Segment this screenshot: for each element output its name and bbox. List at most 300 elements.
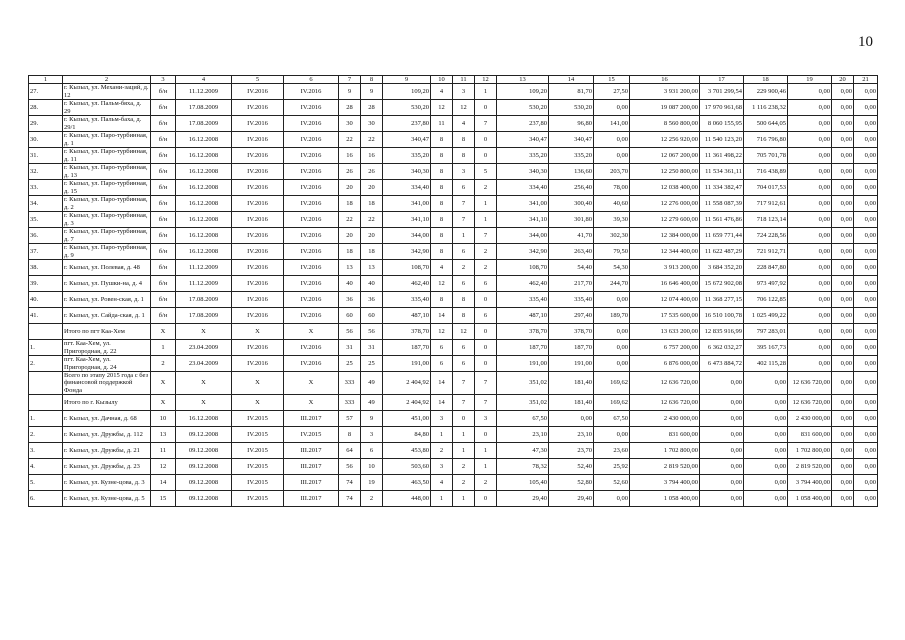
column-number-4: 4: [176, 76, 232, 84]
table-cell-col-1: 36.: [29, 228, 63, 244]
table-cell-col-21: 0,00: [854, 356, 878, 372]
table-cell-col-4: 16.12.2008: [176, 196, 232, 212]
table-cell-col-9: 451,00: [383, 411, 431, 427]
table-cell-col-16: 12 250 800,00: [630, 164, 700, 180]
table-cell-col-14: 340,47: [549, 132, 594, 148]
table-cell-col-12: 5: [475, 164, 497, 180]
table-cell-col-2: Всего по этапу 2015 года с без финансовой поддержкой Фонда: [63, 372, 151, 395]
table-cell-col-14: 181,40: [549, 372, 594, 395]
table-cell-col-14: 0,00: [549, 411, 594, 427]
table-row: [29, 475, 878, 491]
table-cell-col-10: 1: [431, 427, 453, 443]
table-cell-col-21: 0,00: [854, 324, 878, 340]
column-number-3: 3: [151, 76, 176, 84]
table-cell-col-13: 29,40: [497, 491, 549, 507]
table-cell-col-18: 797 283,01: [744, 324, 788, 340]
table-cell-col-9: 462,40: [383, 276, 431, 292]
table-cell-col-1: 3.: [29, 443, 63, 459]
column-number-19: 19: [788, 76, 832, 84]
table-row: [29, 395, 878, 411]
table-cell-col-7: 20: [339, 228, 361, 244]
table-cell-col-16: 12 038 400,00: [630, 180, 700, 196]
table-cell-col-3: б/н: [151, 292, 176, 308]
table-cell-col-18: 973 497,92: [744, 276, 788, 292]
table-cell-col-9: 2 404,92: [383, 372, 431, 395]
table-cell-col-19: 0,00: [788, 196, 832, 212]
table-cell-col-8: 9: [361, 411, 383, 427]
table-cell-col-7: 16: [339, 148, 361, 164]
table-cell-col-13: 341,10: [497, 212, 549, 228]
table-cell-col-9: 341,10: [383, 212, 431, 228]
table-cell-col-14: 54,40: [549, 260, 594, 276]
table-cell-col-7: 64: [339, 443, 361, 459]
table-cell-col-11: 2: [453, 260, 475, 276]
table-cell-col-17: 3 701 299,54: [700, 84, 744, 100]
table-cell-col-4: 17.08.2009: [176, 100, 232, 116]
table-cell-col-18: 716 438,89: [744, 164, 788, 180]
table-cell-col-12: 2: [475, 244, 497, 260]
table-cell-col-21: 0,00: [854, 395, 878, 411]
table-cell-col-8: 19: [361, 475, 383, 491]
table-cell-col-1: 39.: [29, 276, 63, 292]
table-cell-col-2: г. Кызыл, ул. Паро-турбинная, д. 2: [63, 196, 151, 212]
table-cell-col-4: 11.12.2009: [176, 276, 232, 292]
table-cell-col-8: 3: [361, 427, 383, 443]
table-cell-col-8: 26: [361, 164, 383, 180]
table-cell-col-9: 341,00: [383, 196, 431, 212]
table-cell-col-12: 3: [475, 411, 497, 427]
table-cell-col-8: 18: [361, 196, 383, 212]
table-cell-col-11: 6: [453, 244, 475, 260]
table-cell-col-3: б/н: [151, 148, 176, 164]
table-cell-col-1: 31.: [29, 148, 63, 164]
table-cell-col-8: 22: [361, 132, 383, 148]
table-cell-col-9: 109,20: [383, 84, 431, 100]
table-cell-col-2: г. Кызыл, ул. Паро-турбинная, д. 11: [63, 148, 151, 164]
table-cell-col-13: 340,30: [497, 164, 549, 180]
table-cell-col-1: [29, 372, 63, 395]
table-cell-col-8: 31: [361, 340, 383, 356]
table-cell-col-13: 187,70: [497, 340, 549, 356]
table-cell-col-18: 724 228,56: [744, 228, 788, 244]
table-cell-col-19: 0,00: [788, 356, 832, 372]
table-cell-col-5: X: [232, 395, 284, 411]
column-number-8: 8: [361, 76, 383, 84]
table-cell-col-2: пгт. Каа-Хем, ул. Пригородная, д. 24: [63, 356, 151, 372]
table-cell-col-15: 0,00: [594, 427, 630, 443]
table-cell-col-7: 26: [339, 164, 361, 180]
table-cell-col-15: 25,92: [594, 459, 630, 475]
table-cell-col-21: 0,00: [854, 427, 878, 443]
table-cell-col-5: IV.2016: [232, 164, 284, 180]
column-number-1: 1: [29, 76, 63, 84]
table-cell-col-14: 263,40: [549, 244, 594, 260]
table-cell-col-14: 23,10: [549, 427, 594, 443]
table-cell-col-14: 187,70: [549, 340, 594, 356]
table-cell-col-20: 0,00: [832, 148, 854, 164]
table-row: [29, 164, 878, 180]
table-cell-col-21: 0,00: [854, 228, 878, 244]
table-cell-col-6: III.2017: [284, 443, 339, 459]
table-cell-col-14: 191,00: [549, 356, 594, 372]
table-cell-col-1: 2.: [29, 427, 63, 443]
table-cell-col-16: 6 876 000,00: [630, 356, 700, 372]
table-cell-col-14: 301,80: [549, 212, 594, 228]
table-cell-col-1: 41.: [29, 308, 63, 324]
table-cell-col-12: 2: [475, 475, 497, 491]
table-cell-col-15: 169,62: [594, 395, 630, 411]
table-cell-col-9: 335,20: [383, 148, 431, 164]
table-cell-col-2: г. Кызыл, ул. Полевая, д. 48: [63, 260, 151, 276]
table-cell-col-6: IV.2016: [284, 164, 339, 180]
table-cell-col-1: 40.: [29, 292, 63, 308]
table-cell-col-15: 169,62: [594, 372, 630, 395]
table-cell-col-11: 8: [453, 132, 475, 148]
table-row: [29, 340, 878, 356]
table-cell-col-15: 0,00: [594, 292, 630, 308]
table-cell-col-9: 237,80: [383, 116, 431, 132]
table-cell-col-18: 704 017,53: [744, 180, 788, 196]
table-cell-col-5: IV.2015: [232, 475, 284, 491]
table-cell-col-3: X: [151, 324, 176, 340]
table-cell-col-12: 0: [475, 340, 497, 356]
table-cell-col-17: 0,00: [700, 372, 744, 395]
table-cell-col-3: б/н: [151, 276, 176, 292]
table-cell-col-16: 13 633 200,00: [630, 324, 700, 340]
table-cell-col-5: IV.2016: [232, 212, 284, 228]
table-cell-col-4: X: [176, 324, 232, 340]
table-cell-col-13: 462,40: [497, 276, 549, 292]
table-cell-col-7: 333: [339, 395, 361, 411]
table-row: [29, 244, 878, 260]
table-cell-col-1: [29, 395, 63, 411]
table-cell-col-6: IV.2016: [284, 356, 339, 372]
table-cell-col-2: пгт. Каа-Хем, ул. Пригородная, д. 22: [63, 340, 151, 356]
table-cell-col-7: 60: [339, 308, 361, 324]
table-cell-col-5: IV.2016: [232, 196, 284, 212]
table-cell-col-11: 7: [453, 372, 475, 395]
table-cell-col-6: IV.2016: [284, 132, 339, 148]
table-cell-col-16: 3 931 200,00: [630, 84, 700, 100]
table-cell-col-10: 1: [431, 491, 453, 507]
table-cell-col-16: 831 600,00: [630, 427, 700, 443]
table-cell-col-5: IV.2016: [232, 132, 284, 148]
table-cell-col-14: 52,40: [549, 459, 594, 475]
table-cell-col-16: 3 913 200,00: [630, 260, 700, 276]
table-cell-col-4: 23.04.2009: [176, 340, 232, 356]
table-cell-col-10: 4: [431, 260, 453, 276]
table-cell-col-6: IV.2016: [284, 228, 339, 244]
table-cell-col-6: IV.2016: [284, 84, 339, 100]
table-cell-col-13: 351,02: [497, 395, 549, 411]
table-cell-col-3: б/н: [151, 84, 176, 100]
column-number-6: 6: [284, 76, 339, 84]
table-cell-col-18: 721 912,71: [744, 244, 788, 260]
column-number-11: 11: [453, 76, 475, 84]
table-cell-col-11: 8: [453, 292, 475, 308]
table-cell-col-20: 0,00: [832, 395, 854, 411]
table-cell-col-4: 09.12.2008: [176, 491, 232, 507]
table-cell-col-5: IV.2016: [232, 356, 284, 372]
table-cell-col-18: 402 115,28: [744, 356, 788, 372]
table-cell-col-18: 229 900,46: [744, 84, 788, 100]
table-cell-col-10: 8: [431, 292, 453, 308]
table-cell-col-10: 12: [431, 100, 453, 116]
table-cell-col-11: 6: [453, 340, 475, 356]
table-cell-col-5: X: [232, 324, 284, 340]
table-cell-col-11: 7: [453, 196, 475, 212]
table-cell-col-10: 6: [431, 340, 453, 356]
table-cell-col-2: Итого по г. Кызылу: [63, 395, 151, 411]
table-cell-col-15: 0,00: [594, 340, 630, 356]
table-cell-col-12: 1: [475, 443, 497, 459]
table-cell-col-21: 0,00: [854, 116, 878, 132]
table-cell-col-7: 20: [339, 180, 361, 196]
table-cell-col-17: 11 622 487,29: [700, 244, 744, 260]
table-cell-col-15: 52,60: [594, 475, 630, 491]
table-cell-col-6: IV.2016: [284, 276, 339, 292]
table-cell-col-4: 09.12.2008: [176, 459, 232, 475]
table-cell-col-21: 0,00: [854, 148, 878, 164]
table-cell-col-11: 0: [453, 411, 475, 427]
column-number-header: [29, 76, 878, 84]
table-cell-col-1: 38.: [29, 260, 63, 276]
table-cell-col-11: 12: [453, 324, 475, 340]
table-cell-col-8: 60: [361, 308, 383, 324]
table-row: [29, 228, 878, 244]
table-cell-col-19: 12 636 720,00: [788, 372, 832, 395]
table-cell-col-2: г. Кызыл, ул. Дружбы, д. 23: [63, 459, 151, 475]
table-cell-col-11: 12: [453, 100, 475, 116]
table-row: [29, 324, 878, 340]
table-cell-col-13: 344,00: [497, 228, 549, 244]
table-cell-col-20: 0,00: [832, 180, 854, 196]
table-cell-col-17: 15 672 902,08: [700, 276, 744, 292]
table-cell-col-21: 0,00: [854, 459, 878, 475]
table-cell-col-4: 09.12.2008: [176, 475, 232, 491]
table-cell-col-19: 1 058 400,00: [788, 491, 832, 507]
table-cell-col-17: 17 970 961,68: [700, 100, 744, 116]
table-cell-col-3: б/н: [151, 116, 176, 132]
table-cell-col-10: 8: [431, 196, 453, 212]
table-cell-col-18: 228 847,80: [744, 260, 788, 276]
table-cell-col-8: 18: [361, 244, 383, 260]
table-cell-col-1: 1.: [29, 340, 63, 356]
table-cell-col-4: 16.12.2008: [176, 164, 232, 180]
table-cell-col-17: 8 060 155,95: [700, 116, 744, 132]
table-cell-col-18: 718 123,14: [744, 212, 788, 228]
table-cell-col-15: 79,50: [594, 244, 630, 260]
register-table: [28, 75, 878, 507]
table-cell-col-4: X: [176, 372, 232, 395]
table-cell-col-4: 17.08.2009: [176, 292, 232, 308]
table-cell-col-20: 0,00: [832, 228, 854, 244]
table-row: [29, 148, 878, 164]
table-cell-col-9: 108,70: [383, 260, 431, 276]
table-cell-col-10: 12: [431, 324, 453, 340]
table-cell-col-14: 81,70: [549, 84, 594, 100]
table-cell-col-13: 78,32: [497, 459, 549, 475]
table-cell-col-11: 8: [453, 148, 475, 164]
table-cell-col-10: 6: [431, 356, 453, 372]
table-cell-col-2: г. Кызыл, ул. Кузне-цова, д. 5: [63, 491, 151, 507]
table-cell-col-3: б/н: [151, 228, 176, 244]
table-cell-col-15: 141,00: [594, 116, 630, 132]
table-cell-col-17: 11 334 382,47: [700, 180, 744, 196]
table-cell-col-4: 16.12.2008: [176, 244, 232, 260]
table-cell-col-7: 36: [339, 292, 361, 308]
table-cell-col-16: 12 279 600,00: [630, 212, 700, 228]
table-cell-col-6: III.2017: [284, 459, 339, 475]
table-cell-col-5: IV.2015: [232, 443, 284, 459]
table-cell-col-8: 56: [361, 324, 383, 340]
table-cell-col-2: г. Кызыл, ул. Механи-заций, д. 12: [64, 84, 149, 99]
column-number-17: 17: [700, 76, 744, 84]
table-cell-col-3: X: [151, 372, 176, 395]
table-cell-col-19: 0,00: [788, 340, 832, 356]
table-cell-col-12: 6: [475, 308, 497, 324]
table-cell-col-1: 35.: [29, 212, 63, 228]
table-cell-col-14: 217,70: [549, 276, 594, 292]
table-cell-col-5: IV.2016: [232, 308, 284, 324]
column-number-15: 15: [594, 76, 630, 84]
page-number: 10: [858, 34, 873, 50]
table-cell-col-10: 8: [431, 228, 453, 244]
table-cell-col-12: 1: [475, 196, 497, 212]
table-cell-col-5: IV.2016: [232, 276, 284, 292]
table-cell-col-7: 18: [339, 244, 361, 260]
table-cell-col-15: 244,70: [594, 276, 630, 292]
table-cell-col-17: 11 561 476,86: [700, 212, 744, 228]
table-cell-col-11: 3: [453, 84, 475, 100]
table-cell-col-20: 0,00: [832, 244, 854, 260]
table-cell-col-19: 831 600,00: [788, 427, 832, 443]
table-cell-col-18: 717 912,61: [744, 196, 788, 212]
table-cell-col-11: 1: [453, 228, 475, 244]
table-cell-col-20: 0,00: [832, 411, 854, 427]
table-cell-col-9: 344,00: [383, 228, 431, 244]
table-cell-col-5: IV.2016: [232, 148, 284, 164]
table-cell-col-18: 0,00: [744, 443, 788, 459]
column-number-21: 21: [854, 76, 878, 84]
table-cell-col-5: IV.2015: [232, 427, 284, 443]
table-cell-col-19: 0,00: [788, 164, 832, 180]
table-cell-col-18: 0,00: [744, 491, 788, 507]
table-cell-col-8: 36: [361, 292, 383, 308]
table-cell-col-21: 0,00: [854, 132, 878, 148]
table-cell-col-15: 189,70: [594, 308, 630, 324]
table-cell-col-18: 0,00: [744, 372, 788, 395]
table-cell-col-13: 530,20: [497, 100, 549, 116]
table-cell-col-2: г. Кызыл, ул. Дружбы, д. 112: [63, 427, 151, 443]
table-cell-col-11: 7: [453, 212, 475, 228]
table-cell-col-21: 0,00: [854, 475, 878, 491]
table-cell-col-17: 0,00: [700, 459, 744, 475]
table-cell-col-19: 0,00: [788, 132, 832, 148]
table-cell-col-2: г. Кызыл, ул. Пальм-баха, д. 29/1: [63, 116, 151, 132]
table-cell-col-3: 14: [151, 475, 176, 491]
table-cell-col-15: 67,50: [594, 411, 630, 427]
table-cell-col-12: 2: [475, 180, 497, 196]
table-cell-col-21: 0,00: [854, 340, 878, 356]
table-cell-col-20: 0,00: [832, 443, 854, 459]
table-cell-col-8: 40: [361, 276, 383, 292]
table-cell-col-20: 0,00: [832, 427, 854, 443]
column-number-2: 2: [63, 76, 151, 84]
table-cell-col-19: 0,00: [788, 116, 832, 132]
table-cell-col-20: 0,00: [832, 324, 854, 340]
table-cell-col-20: 0,00: [832, 132, 854, 148]
table-cell-col-15: 54,30: [594, 260, 630, 276]
table-cell-col-9: 187,70: [383, 340, 431, 356]
table-cell-col-18: 705 701,78: [744, 148, 788, 164]
table-cell-col-3: X: [151, 395, 176, 411]
table-cell-col-8: 49: [361, 372, 383, 395]
table-cell-col-16: 12 276 000,00: [630, 196, 700, 212]
table-cell-col-21: 0,00: [854, 411, 878, 427]
table-cell-col-10: 8: [431, 148, 453, 164]
table-cell-col-11: 6: [453, 276, 475, 292]
table-cell-col-13: 335,20: [497, 148, 549, 164]
table-cell-col-14: 52,80: [549, 475, 594, 491]
table-cell-col-10: 11: [431, 116, 453, 132]
table-cell-col-10: 2: [431, 443, 453, 459]
table-cell-col-10: 4: [431, 84, 453, 100]
table-cell-col-17: 0,00: [700, 411, 744, 427]
table-cell-col-17: 11 659 771,44: [700, 228, 744, 244]
table-cell-col-4: 17.08.2009: [176, 116, 232, 132]
table-row: [29, 212, 878, 228]
table-cell-col-2: г. Кызыл, ул. Пушки-на, д. 4: [63, 276, 151, 292]
table-cell-col-1: 32.: [29, 164, 63, 180]
table-cell-col-7: 30: [339, 116, 361, 132]
table-cell-col-11: 1: [453, 443, 475, 459]
table-cell-col-2: г. Кызыл, ул. Паро-турбинная, д. 1: [63, 132, 151, 148]
table-cell-col-21: 0,00: [854, 212, 878, 228]
table-cell-col-13: 109,20: [497, 84, 549, 100]
table-cell-col-11: 8: [453, 308, 475, 324]
table-cell-col-2: г. Кызыл, ул. Кузне-цова, д. 3: [63, 475, 151, 491]
table-cell-col-17: 6 473 884,72: [700, 356, 744, 372]
table-cell-col-20: 0,00: [832, 356, 854, 372]
table-cell-col-1: 2.: [29, 356, 63, 372]
table-cell-col-11: 3: [453, 164, 475, 180]
table-cell-col-1: 6.: [29, 491, 63, 507]
table-cell-col-14: 300,40: [549, 196, 594, 212]
table-cell-col-10: 14: [431, 308, 453, 324]
table-cell-col-15: 0,00: [594, 148, 630, 164]
table-cell-col-3: б/н: [151, 308, 176, 324]
table-cell-col-8: 20: [361, 228, 383, 244]
table-cell-col-3: 1: [151, 340, 176, 356]
table-cell-col-21: 0,00: [854, 276, 878, 292]
table-cell-col-21: 0,00: [854, 443, 878, 459]
table-cell-col-20: 0,00: [832, 116, 854, 132]
table-cell-col-2: Итого по пгт Каа-Хем: [63, 324, 151, 340]
table-cell-col-6: III.2017: [284, 491, 339, 507]
table-cell-col-12: 2: [475, 260, 497, 276]
table-cell-col-2: г. Кызыл, ул. Пальм-бяха, д. 29: [63, 100, 151, 116]
table-cell-col-3: б/н: [151, 164, 176, 180]
table-cell-col-8: 16: [361, 148, 383, 164]
table-cell-col-6: X: [284, 324, 339, 340]
table-cell-col-6: IV.2016: [284, 340, 339, 356]
table-cell-col-6: IV.2016: [284, 196, 339, 212]
table-row: [29, 411, 878, 427]
table-cell-col-16: 12 256 920,00: [630, 132, 700, 148]
table-cell-col-5: IV.2015: [232, 459, 284, 475]
table-cell-col-2: г. Кызыл, ул. Паро-турбинная, д. 3: [63, 212, 151, 228]
